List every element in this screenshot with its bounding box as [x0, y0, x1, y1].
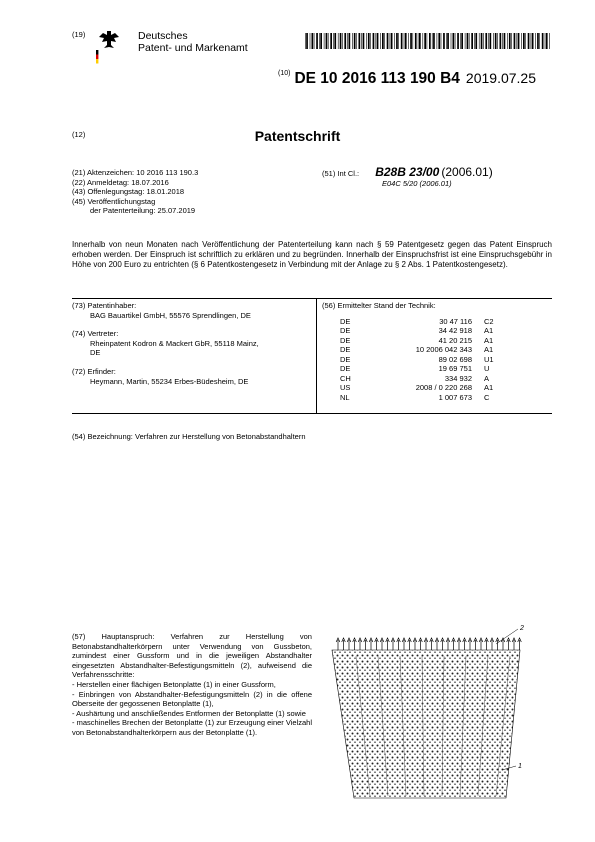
reference-label-2: 2: [520, 625, 524, 632]
publication-code: (10): [278, 70, 291, 77]
office-name: [138, 30, 248, 54]
claim-step: - maschinelles Brechen der Betonplatte (1) zur Erzeugung einer Vielzahl von Betonabstandhalterkörpern aus der Betonplatte (1).: [72, 718, 312, 737]
prior-art: [322, 301, 552, 402]
opposition-notice: Innerhalb von neun Monaten nach Veröffentlichung der Patenterteilung kann nach § 59 Patentgesetz gegen das Patent Einspruch erhoben werden. Der Einspruch ist schriftlich zu erklären und zu begründen. Innerhalb der Einspruchsfrist ist eine Einspruchsgebühr in Höhe von 200 Euro zu entrichten (§ 6 Patentkostengesetz in Verbindung mit der Anlage zu § 2 Abs. 1 Patentkostengesetz).: [72, 240, 552, 269]
ipc-secondary: E04C 5/20 (2006.01): [382, 178, 452, 188]
biblio-line: (22) Anmeldetag: 18.07.2016: [72, 177, 169, 187]
biblio-right: [322, 165, 542, 188]
table-row: DE 41 20 215 A1: [340, 335, 494, 345]
table-row: DE 34 42 918 A1: [340, 326, 494, 336]
biblio-line: (45) Veröffentlichungstag: [72, 196, 156, 206]
table-row: DE 10 2006 042 343 A1: [340, 345, 494, 355]
patent-drawing: [326, 618, 548, 814]
claim-step: - Einbringen von Abstandhalter-Befestigungsmitteln (2) in die offene Oberseite der gegossenen Betonplatte (1),: [72, 689, 312, 709]
publication-date: 2019.07.25: [465, 70, 536, 86]
invention-title: (54) Bezeichnung: Verfahren zur Herstellung von Betonabstandhaltern: [72, 432, 306, 441]
separator-top: [72, 298, 552, 299]
prior-art-heading: (56) Ermittelter Stand der Technik:: [322, 301, 436, 310]
ipc-code: (51): [322, 169, 336, 178]
biblio-left: [72, 168, 322, 216]
party-representative: (74) Vertreter: Rheinpatent Kodron & Mackert GbR, 55118 Mainz, DE: [72, 329, 259, 358]
barcode: [305, 33, 551, 49]
parties: [72, 301, 312, 395]
party-inventor: (72) Erfinder: Heymann, Martin, 55234 Erbes-Büdesheim, DE: [72, 366, 249, 386]
table-row: DE 30 47 116 C2: [340, 316, 494, 326]
biblio-line: (43) Offenlegungstag: 18.01.2018: [72, 187, 185, 197]
publication-number: DE 10 2016 113 190 B4: [294, 70, 460, 87]
ipc-label: Int Cl.:: [337, 169, 360, 178]
publication-line: [278, 70, 536, 88]
separator-bottom: [72, 413, 552, 414]
table-row: US 2008 / 0 220 268 A1: [340, 383, 494, 393]
ipc-line: [322, 165, 542, 179]
doc-type-code: (12): [72, 130, 86, 139]
table-row: DE 19 69 751 U: [340, 364, 490, 374]
federal-eagle-flag-logo: [96, 28, 122, 66]
claim-step: - Aushärtung und anschließendes Entformen der Betonplatte (1) sowie: [72, 708, 306, 718]
main-claim: [72, 632, 312, 738]
concrete-plate-body: [332, 650, 520, 798]
office-name-line1: Deutsches: [138, 30, 188, 42]
office-code: (19): [72, 30, 86, 39]
table-row: NL 1 007 673 C: [340, 392, 490, 402]
doc-type-title: Patentschrift: [254, 128, 341, 144]
ipc-main: B28B 23/00: [375, 165, 440, 179]
party-owner: (73) Patentinhaber: BAG Bauartikel GmbH, 55576 Sprendlingen, DE: [72, 301, 251, 320]
column-divider: [316, 299, 317, 413]
reference-label-1: 1: [518, 763, 522, 770]
biblio-line: (21) Aktenzeichen: 10 2016 113 190.3: [72, 168, 199, 177]
claim-step: - Herstellen einer flächigen Betonplatte (1) in einer Gussform,: [72, 679, 276, 689]
spacer-fasteners: [336, 638, 521, 650]
table-row: DE 89 02 698 U1: [340, 354, 494, 364]
table-row: CH 334 932 A: [340, 373, 490, 383]
claim-intro: (57) Hauptanspruch: Verfahren zur Herstellung von Betonabstandhalterkörpern unter Verwendung von Gussbeton, zumindest einer Gussform und in die jeweiligen Abstandhalter eingesetzten Abstandhalter-Befestigungsmitteln (2), aufweisend die Verfahrensschritte:: [72, 632, 312, 680]
ipc-main-version: (2006.01): [441, 165, 493, 179]
prior-art-table: [322, 317, 514, 403]
grant-line: der Patenterteilung: 25.07.2019: [90, 206, 196, 216]
office-name-line2: Patent- und Markenamt: [138, 42, 248, 54]
